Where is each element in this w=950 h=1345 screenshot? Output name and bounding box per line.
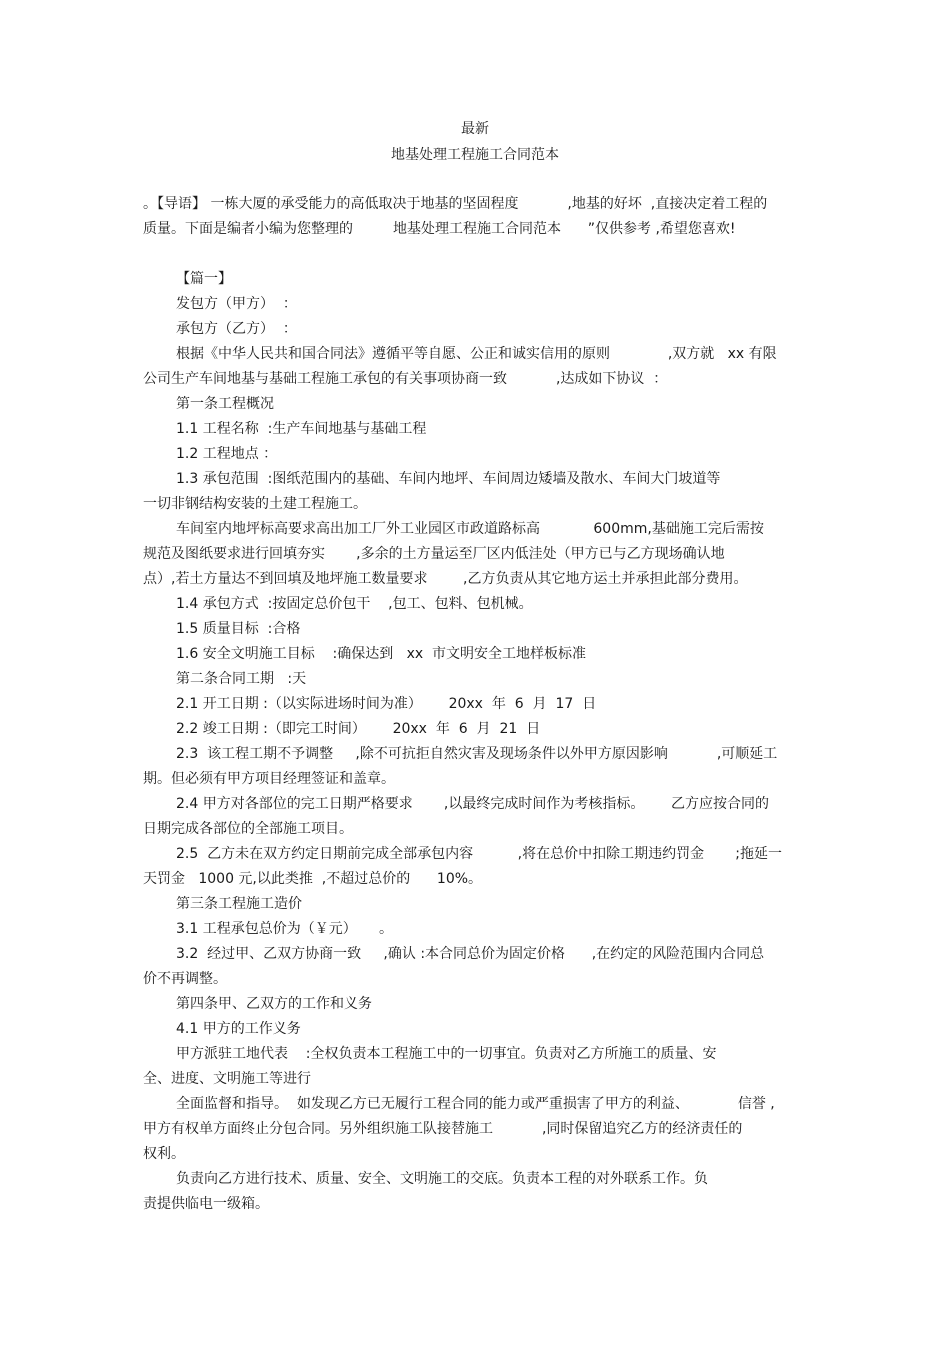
clause-line: 3.2 经过甲、乙双方协商一致 ,确认 :本合同总价为固定价格 ,在约定的风险范围内合同总 bbox=[176, 946, 765, 962]
article-heading: 第三条工程施工造价 bbox=[176, 896, 302, 912]
clause-line: 1.6 安全文明施工目标 :确保达到 xx 市文明安全工地样板标准 bbox=[176, 646, 587, 662]
paragraph-line: 全面监督和指导。 如发现乙方已无履行工程合同的能力或严重损害了甲方的利益、 信誉 , bbox=[176, 1096, 775, 1112]
clause-line: 期。但必须有甲方项目经理签证和盖章。 bbox=[143, 771, 395, 787]
paragraph-line: 全、进度、文明施工等进行 bbox=[143, 1071, 311, 1087]
article-heading: 第一条工程概况 bbox=[176, 396, 274, 412]
section-heading: 【篇一】 bbox=[176, 271, 232, 287]
article-heading: 第四条甲、乙双方的工作和义务 bbox=[176, 996, 372, 1012]
clause-line: 2.2 竣工日期 :（即完工时间） 20xx 年 6 月 21 日 bbox=[176, 721, 541, 737]
document-title: 地基处理工程施工合同范本 bbox=[391, 147, 559, 163]
intro-line-2: 质量。下面是编者小编为您整理的 地基处理工程施工合同范本 ”仅供参考 ,希望您喜欢! bbox=[143, 221, 736, 237]
paragraph-line: 责提供临电一级箱。 bbox=[143, 1196, 269, 1212]
clause-line: 1.1 工程名称 :生产车间地基与基础工程 bbox=[176, 421, 427, 437]
clause-line: 2.5 乙方未在双方约定日期前完成全部承包内容 ,将在总价中扣除工期违约罚金 ;拖延一 bbox=[176, 846, 782, 862]
paragraph-line: 车间室内地坪标高要求高出加工厂外工业园区市政道路标高 600mm,基础施工完后需按 bbox=[176, 521, 764, 537]
paragraph-line: 规范及图纸要求进行回填夯实 ,多余的土方量运至厂区内低洼处（甲方已与乙方现场确认地 bbox=[143, 546, 725, 562]
paragraph-line: 公司生产车间地基与基础工程施工承包的有关事项协商一致 ,达成如下协议 ： bbox=[143, 371, 668, 387]
article-heading: 第二条合同工期 :天 bbox=[176, 671, 307, 687]
party-b-line: 承包方（乙方） ： bbox=[176, 321, 297, 337]
paragraph-line: 甲方有权单方面终止分包合同。另外组织施工队接替施工 ,同时保留追究乙方的经济责任的 bbox=[143, 1121, 743, 1137]
paragraph-line: 负责向乙方进行技术、质量、安全、文明施工的交底。负责本工程的对外联系工作。负 bbox=[176, 1171, 708, 1187]
clause-line: 2.4 甲方对各部位的完工日期严格要求 ,以最终完成时间作为考核指标。 乙方应按合同的 bbox=[176, 796, 770, 812]
clause-line: 1.3 承包范围 :图纸范围内的基础、车间内地坪、车间周边矮墙及散水、车间大门坡道等 bbox=[176, 471, 721, 487]
clause-line: 日期完成各部位的全部施工项目。 bbox=[143, 821, 353, 837]
party-a-line: 发包方（甲方） ： bbox=[176, 296, 297, 312]
clause-line: 1.2 工程地点 ： bbox=[176, 446, 278, 462]
clause-line: 价不再调整。 bbox=[143, 971, 227, 987]
paragraph-line: 点）,若土方量达不到回填及地坪施工数量要求 ,乙方负责从其它地方运土并承担此部分费用。 bbox=[143, 571, 748, 587]
clause-line: 4.1 甲方的工作义务 bbox=[176, 1021, 301, 1037]
clause-line: 3.1 工程承包总价为（￥元） 。 bbox=[176, 921, 393, 937]
clause-line: 2.3 该工程工期不予调整 ,除不可抗拒自然灾害及现场条件以外甲方原因影响 ,可顺延工 bbox=[176, 746, 778, 762]
clause-line: 一切非钢结构安装的土建工程施工。 bbox=[143, 496, 367, 512]
paragraph-line: 根据《中华人民共和国合同法》遵循平等自愿、公正和诚实信用的原则 ,双方就 xx 有限 bbox=[176, 346, 777, 362]
clause-line: 1.4 承包方式 :按固定总价包干 ,包工、包料、包机械。 bbox=[176, 596, 533, 612]
paragraph-line: 甲方派驻工地代表 :全权负责本工程施工中的一切事宜。负责对乙方所施工的质量、安 bbox=[176, 1046, 717, 1062]
clause-line: 天罚金 1000 元,以此类推 ,不超过总价的 10%。 bbox=[143, 871, 483, 887]
clause-line: 1.5 质量目标 :合格 bbox=[176, 621, 301, 637]
intro-line-1: 。【导语】 一栋大厦的承受能力的高低取决于地基的坚固程度 ,地基的好坏 ,直接决定着工程的 bbox=[143, 196, 768, 212]
document-label: 最新 bbox=[461, 121, 489, 137]
paragraph-line: 权利。 bbox=[143, 1146, 185, 1162]
clause-line: 2.1 开工日期 :（以实际进场时间为准） 20xx 年 6 月 17 日 bbox=[176, 696, 597, 712]
